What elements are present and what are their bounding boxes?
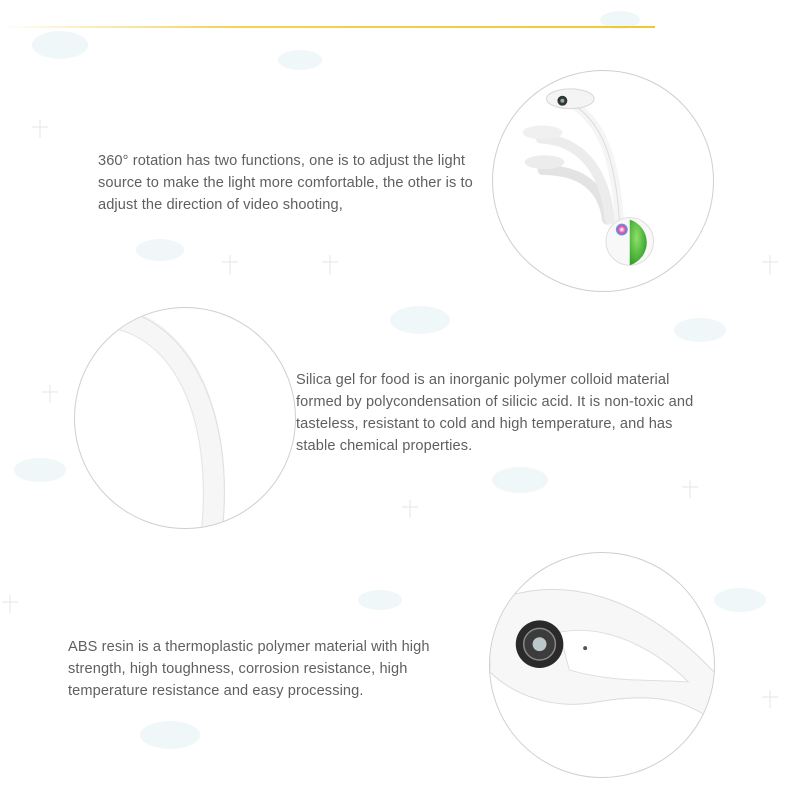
lamp-rotation-image <box>492 70 714 292</box>
rotation-description: 360° rotation has two functions, one is to adjust the light source to make the light more comfortable, the other is to adjust the direction of video shooting, <box>98 153 473 213</box>
silica-gel-arm-image <box>74 307 296 529</box>
abs-head-camera-image <box>489 552 715 778</box>
abs-resin-description: ABS resin is a thermoplastic polymer material with high strength, high toughness, corrosion resistance, high temperature resistance and easy processing. <box>68 639 430 699</box>
top-accent-line <box>0 26 655 28</box>
silica-gel-description: Silica gel for food is an inorganic polymer colloid material formed by polycondensation of silicic acid. It is non-toxic and tasteless, resistant to cold and high temperature, and has stable chemical properties. <box>296 372 694 454</box>
